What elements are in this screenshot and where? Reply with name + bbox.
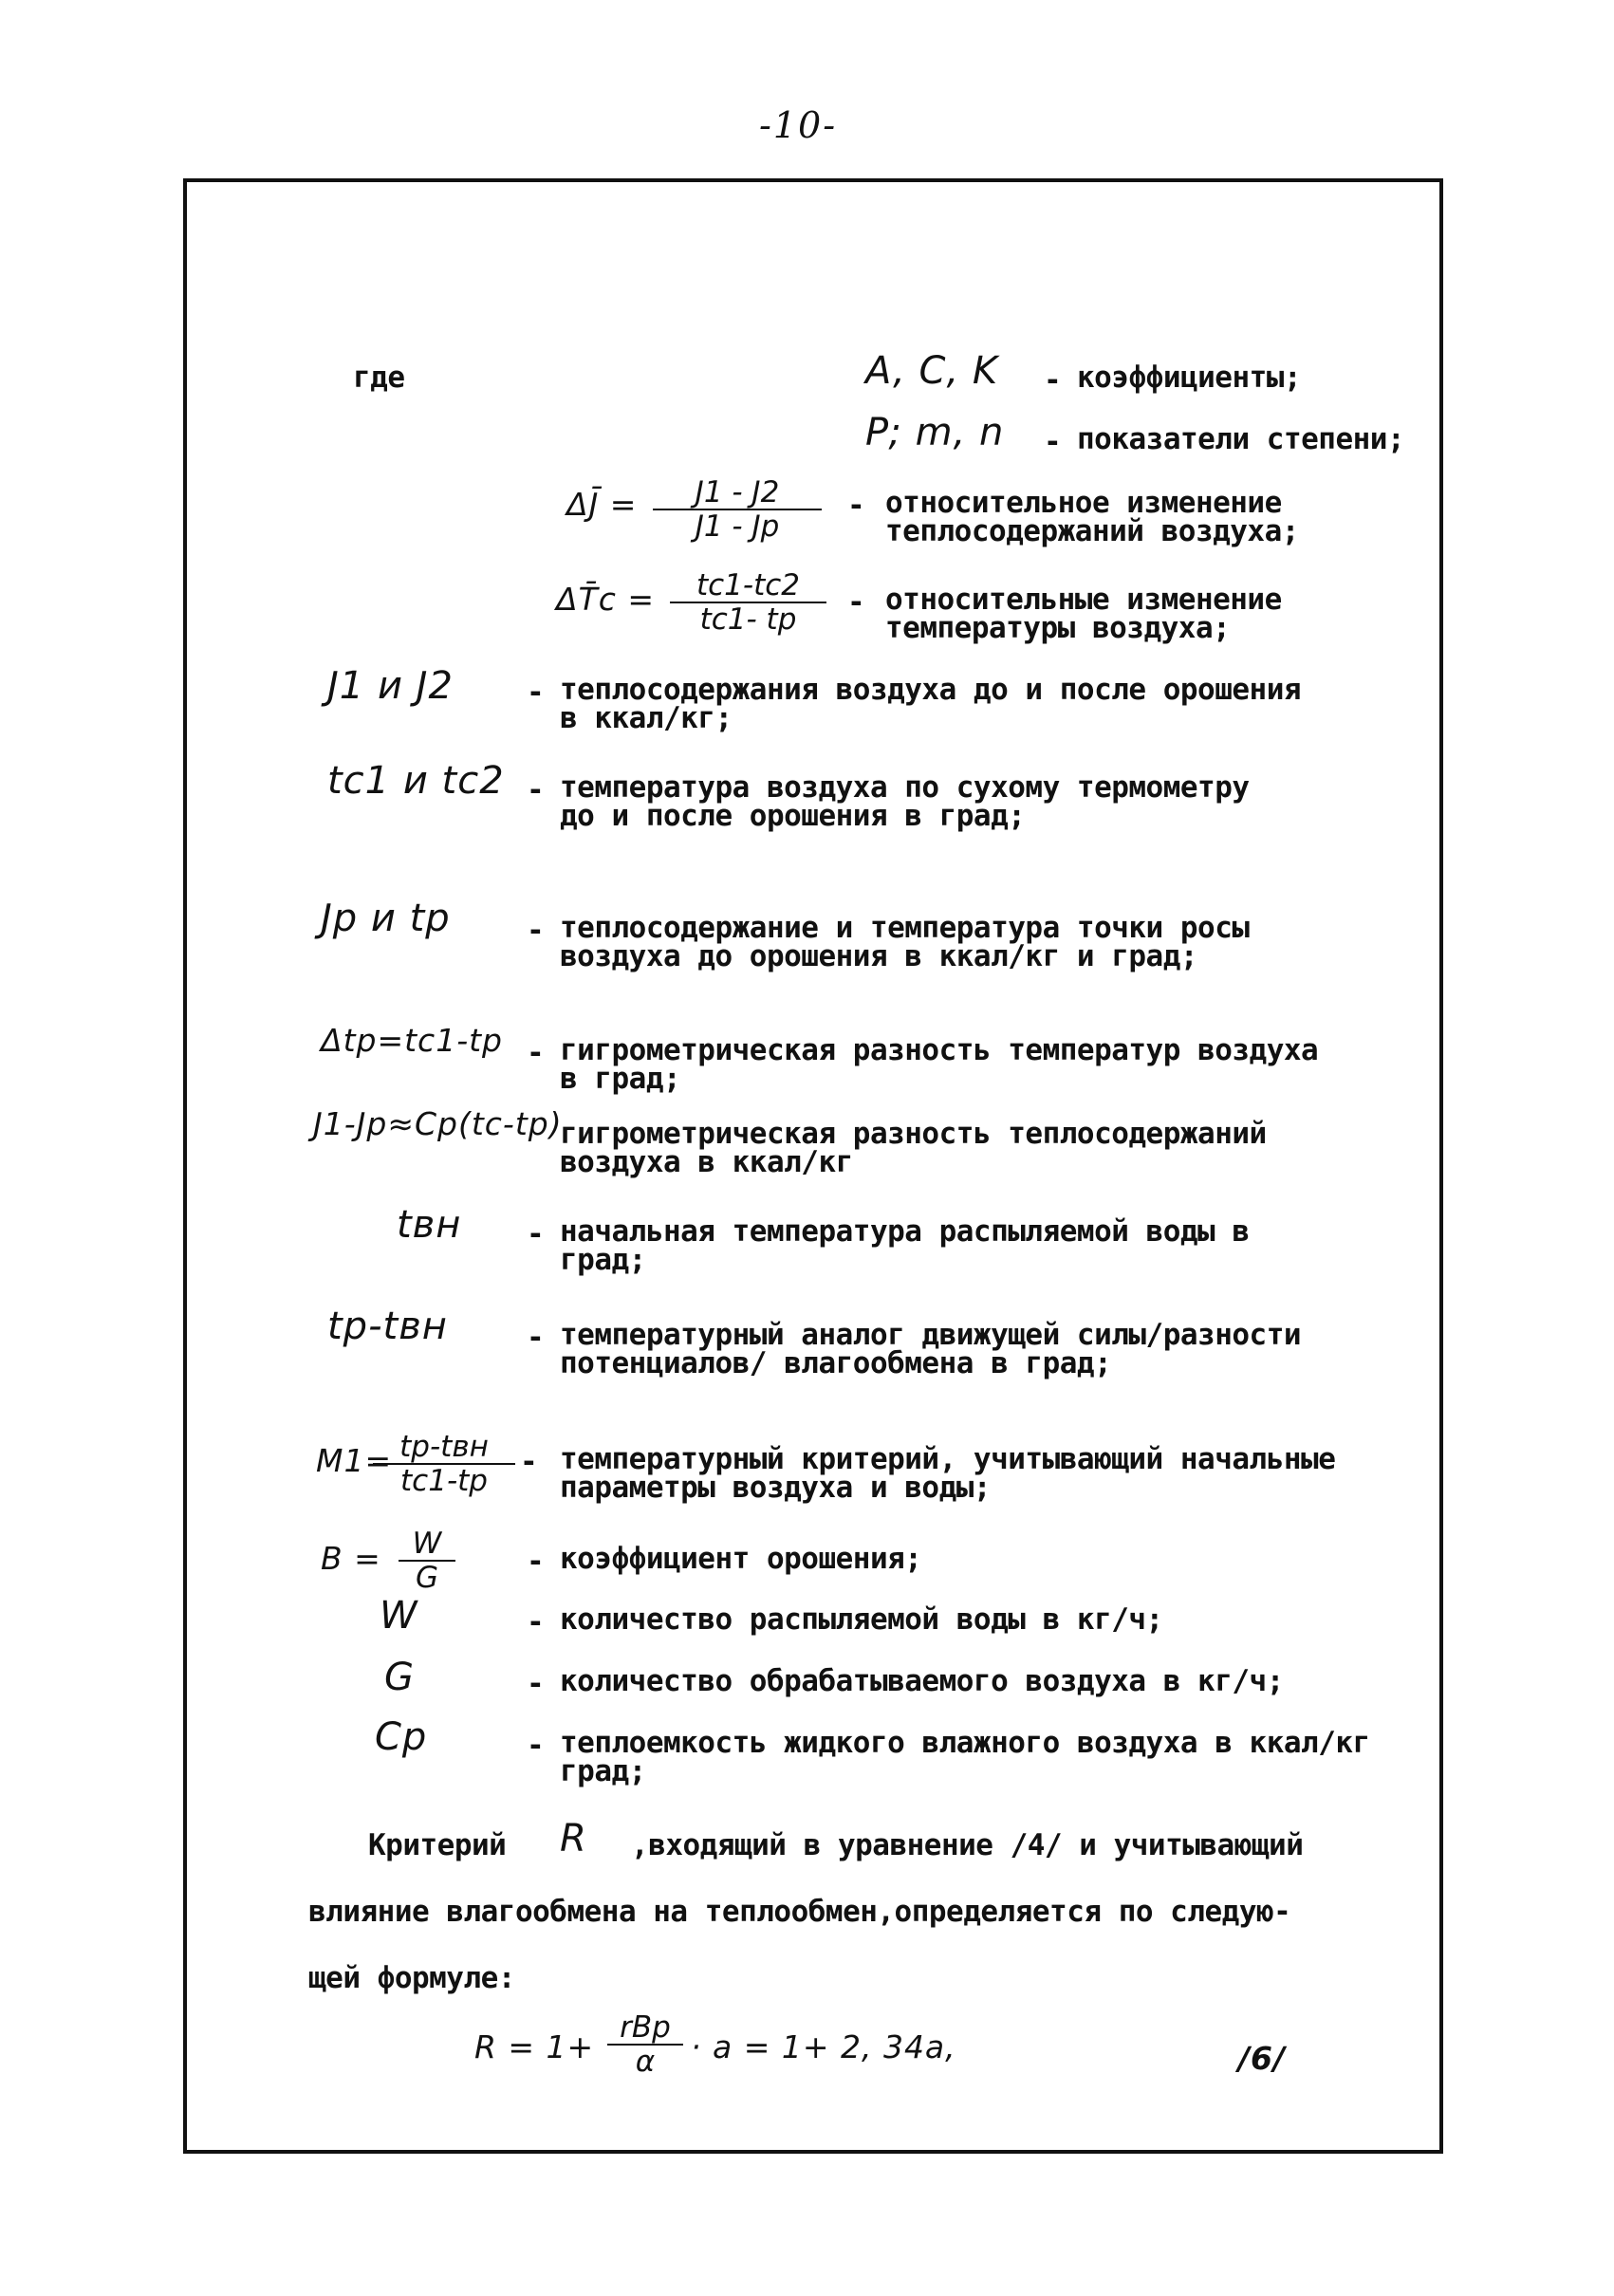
def-text: количество обрабатываемого воздуха в кг/ч; <box>560 1664 1284 1698</box>
fraction-numerator: tp-tвн <box>373 1431 515 1465</box>
def-text: воздуха в ккал/кг <box>560 1145 853 1179</box>
fraction-denominator: tc1- tp <box>699 602 797 637</box>
fraction-denominator: G <box>415 1561 439 1595</box>
def-text: теплосодержание и температура точки росы <box>560 911 1250 945</box>
fraction-numerator: tc1-tc2 <box>670 569 826 603</box>
def-symbol: M1= <box>316 1442 393 1479</box>
def-dash: - <box>527 1036 545 1070</box>
def-dash: - <box>527 1321 545 1355</box>
def-text: теплосодержаний воздуха; <box>885 514 1299 548</box>
def-text: количество распыляемой воды в кг/ч; <box>560 1602 1163 1637</box>
fraction-numerator: W <box>399 1528 455 1562</box>
paragraph-line1-start: Критерий <box>368 1828 507 1862</box>
def-symbol: Jp и tp <box>321 897 451 940</box>
def-dash: - <box>520 1445 538 1479</box>
def-dash: - <box>847 489 865 523</box>
def-dash: - <box>527 773 545 807</box>
def-dash: - <box>847 585 865 620</box>
formula-rhs: · a = 1+ 2, 34a, <box>691 2028 956 2065</box>
def-text: показатели степени; <box>1077 422 1405 456</box>
fraction-numerator: rBp <box>607 2011 683 2046</box>
def-dash: - <box>527 1605 545 1639</box>
def-text: гигрометрическая разность температур воздуха <box>560 1033 1319 1067</box>
where-label: где <box>353 361 405 395</box>
def-dash: - <box>527 1729 545 1763</box>
def-symbol: Cp <box>375 1715 428 1759</box>
def-dash: - <box>527 1217 545 1251</box>
formula-number: /6/ <box>1238 2040 1287 2077</box>
paragraph-line2: влияние влагообмена на теплообмен,определяется по следую- <box>308 1895 1291 1929</box>
def-symbol: Δtp=tc1-tp <box>321 1022 503 1059</box>
page-number: -10- <box>759 104 838 146</box>
def-text: параметры воздуха и воды; <box>560 1471 992 1505</box>
formula-fraction <box>607 2011 683 2078</box>
def-symbol: J1 и J2 <box>327 664 454 708</box>
def-symbol: A, C, K <box>865 349 999 393</box>
def-text: коэффициент орошения; <box>560 1542 922 1576</box>
def-text: град; <box>560 1243 646 1277</box>
def-text: теплоемкость жидкого влажного воздуха в ккал/кг <box>560 1726 1370 1760</box>
def-text: в град; <box>560 1062 681 1096</box>
def-symbol: tвн <box>397 1203 462 1247</box>
def-symbol: ΔT̄c = <box>556 581 656 618</box>
fraction-denominator: α <box>635 2045 656 2079</box>
def-dash: - <box>1044 363 1062 398</box>
criterion-symbol: R <box>560 1817 587 1861</box>
def-fraction <box>373 1431 515 1497</box>
def-text: в ккал/кг; <box>560 701 733 735</box>
def-dash: - <box>527 914 545 948</box>
paragraph-line1-end: ,входящий в уравнение /4/ и учитывающий <box>631 1828 1304 1862</box>
def-text: теплосодержания воздуха до и после орошения <box>560 673 1302 707</box>
fraction-denominator: tc1-tp <box>400 1464 488 1498</box>
def-symbol: tc1 и tc2 <box>327 759 505 803</box>
def-text: температурный критерий, учитывающий начальные <box>560 1442 1336 1476</box>
def-dash: - <box>527 1667 545 1701</box>
def-fraction <box>399 1528 455 1594</box>
def-symbol: B = <box>321 1540 381 1577</box>
def-symbol: W <box>380 1594 418 1638</box>
def-symbol: ΔJ̄ = <box>566 486 638 523</box>
def-text: коэффициенты; <box>1077 361 1302 395</box>
fraction-numerator: J1 - J2 <box>653 476 822 510</box>
def-fraction <box>653 476 822 543</box>
def-symbol: P; m, n <box>865 411 1005 454</box>
def-text: относительное изменение <box>885 486 1282 520</box>
def-symbol: G <box>384 1656 415 1699</box>
def-text: до и после орошения в град; <box>560 799 1026 833</box>
def-symbol: J1-Jp≈Cp(tc-tp) <box>313 1105 563 1142</box>
def-text: град; <box>560 1754 646 1788</box>
fraction-denominator: J1 - Jp <box>695 509 780 544</box>
def-dash: - <box>1044 425 1062 459</box>
paragraph-line3: щей формуле: <box>308 1961 515 1995</box>
def-text: потенциалов/ влагообмена в град; <box>560 1346 1112 1380</box>
formula-lhs: R = 1+ <box>474 2028 595 2065</box>
def-dash: - <box>527 676 545 710</box>
def-text: гигрометрическая разность теплосодержаний <box>560 1117 1267 1151</box>
def-symbol: tp-tвн <box>327 1305 448 1348</box>
def-text: относительные изменение <box>885 583 1282 617</box>
def-text: температурный аналог движущей силы/разности <box>560 1318 1302 1352</box>
def-fraction <box>670 569 826 636</box>
def-text: воздуха до орошения в ккал/кг и град; <box>560 939 1198 973</box>
def-text: температура воздуха по сухому термометру <box>560 770 1250 805</box>
def-dash: - <box>527 1545 545 1579</box>
def-text: начальная температура распыляемой воды в <box>560 1214 1250 1249</box>
def-text: температуры воздуха; <box>885 611 1231 645</box>
